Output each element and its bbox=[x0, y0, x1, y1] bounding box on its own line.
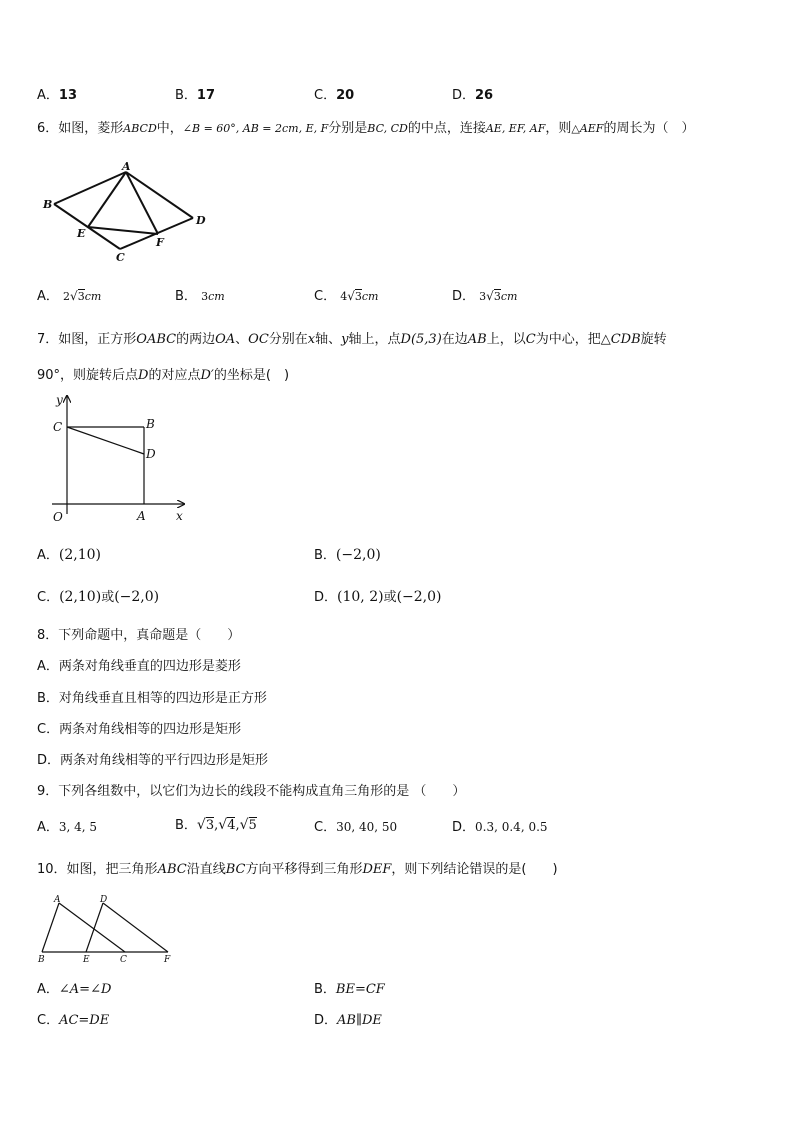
q6-label-a: A bbox=[122, 160, 131, 173]
q6-option-b: B． 3cm bbox=[175, 289, 225, 304]
q7-stem-line2: 90°，则旋转后点D的对应点D′的坐标是( ) bbox=[37, 368, 290, 383]
q9-stem: 9．下列各组数中，以它们为边长的线段不能构成直角三角形的是 （ ） bbox=[37, 784, 466, 799]
q6-label-b: B bbox=[43, 198, 53, 211]
q6-option-d: D． 3√3cm bbox=[452, 289, 518, 304]
sqrt-sign: √ bbox=[239, 817, 249, 833]
q5-option-d-value: 26 bbox=[475, 88, 494, 103]
q7-label-y: y bbox=[56, 393, 63, 407]
q7-option-d: D．(10, 2)或(−2,0) bbox=[314, 589, 442, 605]
q7-label-a: A bbox=[137, 509, 146, 523]
q7-option-b: B．(−2,0) bbox=[314, 547, 381, 563]
q9-option-a: A．3, 4, 5 bbox=[37, 820, 98, 835]
q10-translation-figure bbox=[36, 892, 178, 964]
q5-option-d: D．26 bbox=[452, 88, 494, 103]
q10-edge-de bbox=[86, 903, 103, 952]
q8-option-c: C．两条对角线相等的四边形是矩形 bbox=[37, 722, 242, 737]
q5-option-c-value: 20 bbox=[336, 88, 355, 103]
q10-label-a: A bbox=[54, 895, 61, 905]
q10-label-d: D bbox=[100, 895, 108, 905]
q6-option-c: C． 4√3cm bbox=[314, 289, 379, 304]
q10-label-f: F bbox=[164, 955, 171, 964]
q6-segment-af bbox=[126, 172, 158, 234]
q5-option-b-value: 17 bbox=[196, 88, 216, 103]
sqrt-sign: √ bbox=[70, 289, 78, 303]
sqrt-sign: √ bbox=[218, 817, 228, 833]
q7-square-figure bbox=[40, 390, 200, 526]
q6-label-e: E bbox=[77, 227, 86, 240]
q6-label-d: D bbox=[196, 214, 206, 227]
q10-option-c: C．AC=DE bbox=[37, 1013, 110, 1028]
q6-stem: 6．如图，菱形ABCD中，∠B = 60°, AB = 2cm, E, F分别是BC, CD的中点，连接AE, EF, AF，则△AEF的周长为（ ） bbox=[37, 121, 695, 136]
q6-segment-ef bbox=[88, 227, 158, 234]
q7-label-b: B bbox=[146, 417, 155, 431]
q5-option-c: C．20 bbox=[314, 88, 355, 103]
q5-option-a-value: 13 bbox=[58, 88, 77, 103]
q6-label-c: C bbox=[116, 251, 125, 264]
q10-stem: 10．如图，把三角形ABC沿直线BC方向平移得到三角形DEF，则下列结论错误的是( ) bbox=[37, 862, 558, 877]
q8-option-b: B．对角线垂直且相等的四边形是正方形 bbox=[37, 691, 267, 706]
q10-label-c: C bbox=[120, 955, 127, 964]
q7-stem-line1: 7．如图，正方形OABC的两边OA、OC分别在x轴、y轴上，点D(5,3)在边AB上，以C为中心，把△CDB旋转 bbox=[37, 332, 667, 347]
q10-edge-ab bbox=[42, 903, 59, 952]
q8-stem: 8．下列命题中，真命题是（ ） bbox=[37, 628, 241, 643]
q7-label-d: D bbox=[146, 447, 156, 461]
q5-option-a: A．13 bbox=[37, 88, 77, 103]
q6-option-a: A． 2√3cm bbox=[37, 289, 102, 304]
q10-option-a: A．∠A=∠D bbox=[37, 982, 112, 997]
q10-option-b: B．BE=CF bbox=[314, 982, 385, 997]
q7-label-x: x bbox=[176, 509, 183, 523]
q7-option-c: C．(2,10)或(−2,0) bbox=[37, 589, 160, 605]
q8-option-d: D．两条对角线相等的平行四边形是矩形 bbox=[37, 753, 269, 768]
sqrt-sign: √ bbox=[486, 289, 494, 303]
q7-label-o: O bbox=[53, 510, 63, 524]
q6-edge-da bbox=[126, 172, 193, 218]
q6-label-f: F bbox=[156, 236, 164, 249]
sqrt-sign: √ bbox=[196, 817, 206, 833]
q9-option-d: D．0.3, 0.4, 0.5 bbox=[452, 820, 548, 835]
q5-option-b: B．17 bbox=[175, 88, 216, 103]
q6-rhombus-figure bbox=[38, 160, 218, 266]
q10-edge-ac bbox=[59, 903, 125, 952]
q7-segment-cd bbox=[67, 427, 144, 454]
sqrt-sign: √ bbox=[347, 289, 355, 303]
q10-edge-df bbox=[103, 903, 168, 952]
q10-option-d: D．AB∥DE bbox=[314, 1013, 382, 1028]
q9-option-c: C．30, 40, 50 bbox=[314, 820, 398, 835]
q10-label-e: E bbox=[83, 955, 90, 964]
q10-label-b: B bbox=[38, 955, 45, 964]
q7-label-c: C bbox=[53, 420, 63, 434]
q9-option-b: B．√3,√4,√5 bbox=[175, 817, 257, 833]
q8-option-a: A．两条对角线垂直的四边形是菱形 bbox=[37, 659, 241, 674]
q6-edge-bc bbox=[54, 204, 120, 249]
q7-option-a: A．(2,10) bbox=[37, 547, 102, 563]
